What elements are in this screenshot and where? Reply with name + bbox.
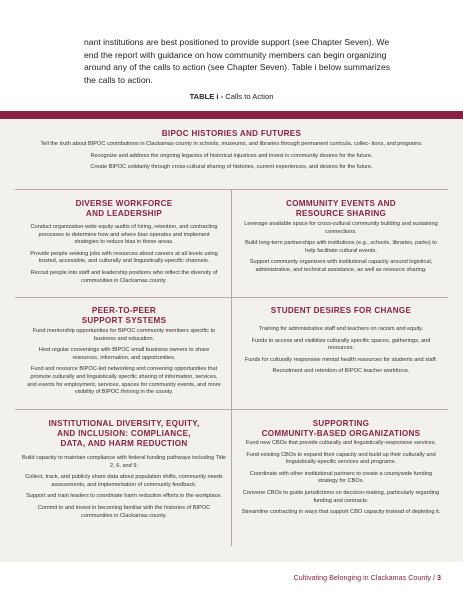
- title-line: DATA, AND HARM REDUCTION: [60, 439, 188, 448]
- list-item: Build capacity to maintain compliance with federal funding pathways including Title 2, 6, and 9.: [22, 455, 226, 469]
- intro-paragraph: nant institutions are best positioned to provide support (see Chapter Seven). We end the report with guidance on how community members can begin organizing around any of the calls to action (see Chapter Seven). Table i below summarizes the calls to action.: [84, 37, 391, 86]
- list-item: Create BIPOC solidarity through cross-cultural sharing of histories, current experiences, and desires for the future.: [90, 164, 373, 171]
- list-item: Convene CBOs to guide jurisdictions on decision-making, particularly regarding funding and contracts.: [242, 489, 440, 504]
- section-body: [22, 455, 226, 520]
- list-item: Conduct organization-wide equity audits of hiring, retention, and contracting processes to determine how and where bias operates and implement strategies to reduce bias in these areas.: [30, 224, 218, 246]
- section-body: [240, 440, 442, 517]
- list-item: Recruitment and retention of BIPOC teacher workforce.: [272, 368, 410, 375]
- list-item: Recognize and address the ongoing legacies of historical injustices and invest in community desires for the future.: [90, 152, 373, 159]
- list-item: Funds to access and visibilize culturally specific spaces, gatherings, and resources.: [251, 337, 431, 352]
- list-item: Host regular convenings with BIPOC small business owners to share resources, information, and opportunities.: [38, 347, 210, 361]
- section-title: [26, 306, 222, 326]
- section-institutional-dei: [22, 419, 226, 524]
- title-line: COMMUNITY-BASED ORGANIZATIONS: [261, 429, 421, 438]
- list-item: Funds for culturally responsive mental health resources for students and staff.: [244, 356, 438, 363]
- section-title: BIPOC HISTORIES AND FUTURES: [161, 129, 302, 138]
- table-caption: Calls to Action: [225, 92, 274, 101]
- section-workforce: [26, 199, 222, 289]
- list-item: Fund existing CBOs to expand their capacity and build up their culturally and linguistically-specific services and programs.: [246, 451, 436, 466]
- list-item: Training for administrative staff and teachers on racism and equity.: [258, 326, 424, 332]
- list-item: Streamline contracting in ways that support CBO capacity instead of depleting it.: [241, 509, 441, 516]
- title-line: PEER-TO-PEER: [91, 306, 157, 315]
- list-item: Support community organizers with institutional capacity around logistical, administrative, and technical assistance, as well as resource sharing.: [249, 259, 433, 273]
- footer-title: Cultivating Belonging in Clackamas County /: [293, 573, 435, 582]
- list-item: Build long-term partnerships with institutions (e.g., schools, libraries, parks) to help facilitate cultural events.: [245, 240, 437, 254]
- section-title: [243, 199, 439, 219]
- list-item: Provide people seeking jobs with resources about careers at all levels using trusted, accessible, and culturally and linguistically-specific channels.: [30, 250, 218, 265]
- section-cbo-support: [240, 419, 442, 521]
- section-body: [26, 224, 222, 285]
- title-line: SUPPORTING: [312, 419, 370, 428]
- section-title: [240, 419, 442, 439]
- list-item: Fund mentorship opportunities for BIPOC community members specific to business and education.: [32, 328, 216, 342]
- list-item: Fund and resource BIPOC-led networking and convening opportunities that promote culturally and linguistically specific sharing of information, services, and events for employment, services, spaces for community events, and more visibility of BIPOC thriving in the county.: [27, 366, 221, 396]
- list-item: Fund new CBOs that provide culturally and linguistically-responsive services.: [245, 440, 437, 446]
- title-line: AND LEADERSHIP: [85, 209, 163, 218]
- section-title: STUDENT DESIRES FOR CHANGE: [270, 306, 412, 315]
- title-line: DIVERSE WORKFORCE: [75, 199, 173, 208]
- table-title: [0, 92, 463, 101]
- section-body: [243, 326, 439, 376]
- section-title: [22, 419, 226, 449]
- section-community-events: [243, 199, 439, 279]
- list-item: Support and train leaders to coordinate harm reduction efforts in the workplace.: [25, 493, 223, 500]
- page-number: 3: [437, 573, 441, 582]
- divider: [231, 189, 232, 546]
- table-label: TABLE i -: [189, 92, 224, 101]
- section-peer-support: [26, 306, 222, 401]
- list-item: Recruit people into staff and leadership positions who reflect the diversity of communities in Clackamas county.: [30, 269, 218, 284]
- section-student-desires: [243, 306, 439, 380]
- list-item: Tell the truth about BIPOC contributions in Clackamas county in schools, museums, and libraries through permanent curricula, collec- tions, and programs.: [40, 141, 423, 147]
- section-histories: [30, 129, 433, 176]
- page-footer: [294, 573, 441, 582]
- section-body: [243, 221, 439, 275]
- title-line: SUPPORT SYSTEMS: [81, 316, 167, 325]
- title-line: RESOURCE SHARING: [295, 209, 387, 218]
- list-item: Commit to and invest in becoming familiar with the histories of BIPOC communities in Clackamas county.: [37, 504, 211, 519]
- title-line: COMMUNITY EVENTS AND: [286, 199, 396, 208]
- list-item: Coordinate with other institutional partners to create a countywide funding strategy for CBOs.: [249, 470, 433, 485]
- section-body: [30, 141, 433, 172]
- section-title: [26, 199, 222, 219]
- table-top-bar: [0, 111, 463, 119]
- title-line: AND INCLUSION: COMPLIANCE,: [57, 429, 191, 438]
- list-item: Collect, track, and publicly share data about population shifts, community needs assessments, and implementation of community feedback.: [25, 474, 223, 488]
- list-item: Leverage available space for cross-cultural community building and sustaining connections.: [244, 221, 438, 235]
- section-body: [26, 328, 222, 397]
- title-line: INSTITUTIONAL DIVERSITY, EQUITY,: [48, 419, 200, 428]
